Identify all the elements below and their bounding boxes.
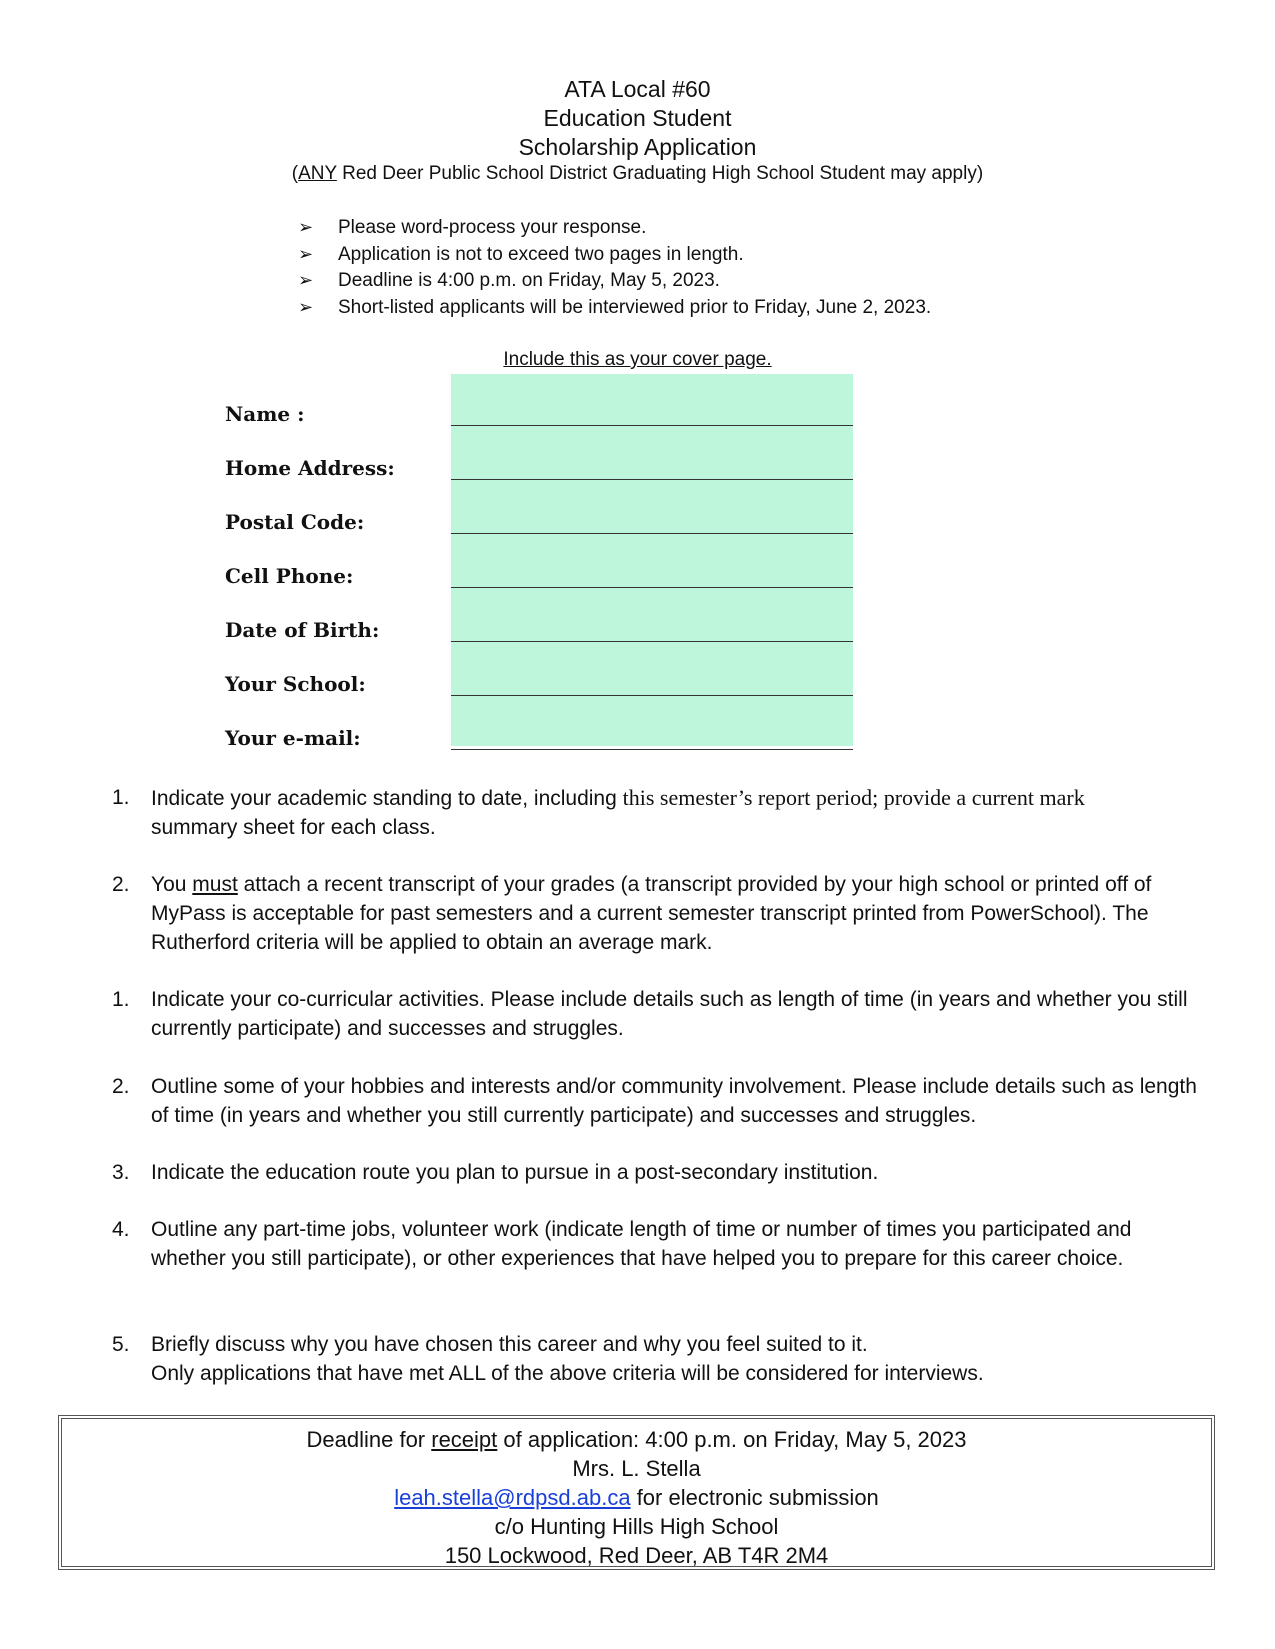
title-education-student: Education Student bbox=[543, 105, 732, 131]
instruction-item bbox=[298, 267, 931, 294]
school-name: c/o Hunting Hills High School bbox=[494, 1514, 779, 1539]
arrow-bullet-icon: ➢ bbox=[298, 296, 314, 317]
cover-page-note-text: Include this as your cover page. bbox=[503, 349, 772, 370]
arrow-bullet-icon: ➢ bbox=[298, 217, 314, 237]
subtitle-rest: Red Deer Public School District Graduating High School Student may apply) bbox=[336, 163, 984, 184]
instruction-text: Short-listed applicants will be interviewed prior to Friday, June 2, 2023. bbox=[338, 296, 932, 318]
question-text-part: Briefly discuss why you have chosen this career and why you feel suited to it. bbox=[151, 1333, 868, 1356]
question-number: 2. bbox=[112, 873, 130, 896]
subtitle-any: ANY bbox=[298, 163, 337, 184]
instruction-item bbox=[298, 214, 931, 241]
question-number: 1. bbox=[112, 988, 130, 1011]
home-address-field[interactable] bbox=[451, 479, 853, 480]
home-address-label: Home Address: bbox=[225, 456, 395, 480]
postal-code-field[interactable] bbox=[451, 533, 853, 534]
instruction-text: Please word-process your response. bbox=[338, 217, 647, 238]
instruction-item bbox=[298, 294, 931, 321]
question-item bbox=[112, 1330, 1202, 1388]
submission-info-box bbox=[58, 1415, 1215, 1570]
cover-page-note bbox=[0, 349, 1275, 371]
question-text bbox=[151, 783, 1202, 842]
question-number: 4. bbox=[112, 1218, 130, 1241]
instruction-text: Application is not to exceed two pages in length. bbox=[338, 243, 744, 265]
must-emphasis: must bbox=[192, 873, 238, 896]
your-email-field[interactable] bbox=[451, 749, 853, 750]
instruction-item bbox=[298, 241, 931, 268]
email-suffix: for electronic submission bbox=[630, 1485, 879, 1510]
cell-phone-field[interactable] bbox=[451, 587, 853, 588]
your-school-label: Your School: bbox=[225, 672, 366, 696]
question-text-part: attach a recent transcript of your grades (a transcript provided by your high school or printed off of MyPass is acceptable for past semesters and a current semester transcript printed from PowerSchool). The Rutherford criteria will be applied to obtain an average mark. bbox=[151, 873, 1152, 954]
instructions-list bbox=[298, 214, 931, 320]
question-number: 3. bbox=[112, 1161, 130, 1184]
question-item bbox=[112, 783, 1202, 842]
school-address: 150 Lockwood, Red Deer, AB T4R 2M4 bbox=[444, 1543, 829, 1568]
instruction-text: Deadline is 4:00 p.m. on Friday, May 5, 2023. bbox=[338, 270, 720, 291]
date-of-birth-label: Date of Birth: bbox=[225, 618, 380, 642]
email-link[interactable]: leah.stella@rdpsd.ab.ca bbox=[394, 1485, 631, 1510]
receipt-emphasis: receipt bbox=[431, 1427, 498, 1452]
question-text: Outline any part-time jobs, volunteer work (indicate length of time or number of times you participated and whether you still participate), or other experiences that have helped you to prepare for this career choice. bbox=[151, 1218, 1132, 1270]
deadline-text: Deadline for bbox=[306, 1427, 432, 1452]
question-item bbox=[112, 1158, 1202, 1187]
question-number: 5. bbox=[112, 1333, 130, 1356]
question-text-part: You bbox=[151, 873, 193, 896]
your-school-field[interactable] bbox=[451, 695, 853, 696]
title-local: ATA Local #60 bbox=[564, 76, 711, 102]
title-scholarship-application: Scholarship Application bbox=[518, 134, 757, 160]
question-text-part: Indicate your academic standing to date, including bbox=[151, 787, 623, 810]
question-text bbox=[151, 1330, 1202, 1388]
question-item bbox=[112, 870, 1202, 957]
question-text: Indicate the education route you plan to pursue in a post-secondary institution. bbox=[151, 1161, 879, 1184]
eligibility-subtitle bbox=[0, 163, 1275, 185]
question-text: Outline some of your hobbies and interests and/or community involvement. Please include details such as length of time (in years and whether you still currently participate) and successes and struggles. bbox=[151, 1075, 1197, 1127]
your-email-label: Your e-mail: bbox=[225, 726, 361, 750]
deadline-text: of application: 4:00 p.m. on Friday, May 5, 2023 bbox=[497, 1427, 967, 1452]
question-number: 2. bbox=[112, 1075, 130, 1098]
date-of-birth-field[interactable] bbox=[451, 641, 853, 642]
question-text-part: this semester’s report period; provide a current mark bbox=[622, 785, 1085, 810]
contact-name: Mrs. L. Stella bbox=[572, 1456, 701, 1481]
criteria-note: Only applications that have met ALL of the above criteria will be considered for interviews. bbox=[151, 1362, 984, 1385]
question-text-part: summary sheet for each class. bbox=[151, 816, 436, 839]
question-number: 1. bbox=[112, 786, 130, 809]
form-fill-area[interactable] bbox=[451, 374, 853, 746]
name-label: Name : bbox=[225, 402, 305, 426]
subtitle-open: ( bbox=[291, 163, 299, 184]
question-item bbox=[112, 985, 1202, 1043]
cell-phone-label: Cell Phone: bbox=[225, 564, 354, 588]
name-field[interactable] bbox=[451, 425, 853, 426]
deadline-line bbox=[62, 1425, 1211, 1454]
arrow-bullet-icon: ➢ bbox=[298, 243, 314, 264]
arrow-bullet-icon: ➢ bbox=[298, 270, 314, 290]
postal-code-label: Postal Code: bbox=[225, 510, 365, 534]
question-text bbox=[151, 870, 1202, 957]
question-item bbox=[112, 1072, 1202, 1130]
email-line bbox=[62, 1483, 1211, 1512]
question-item bbox=[112, 1215, 1202, 1273]
question-text: Indicate your co-curricular activities. Please include details such as length of time (in years and whether you still currently participate) and successes and struggles. bbox=[151, 988, 1188, 1040]
